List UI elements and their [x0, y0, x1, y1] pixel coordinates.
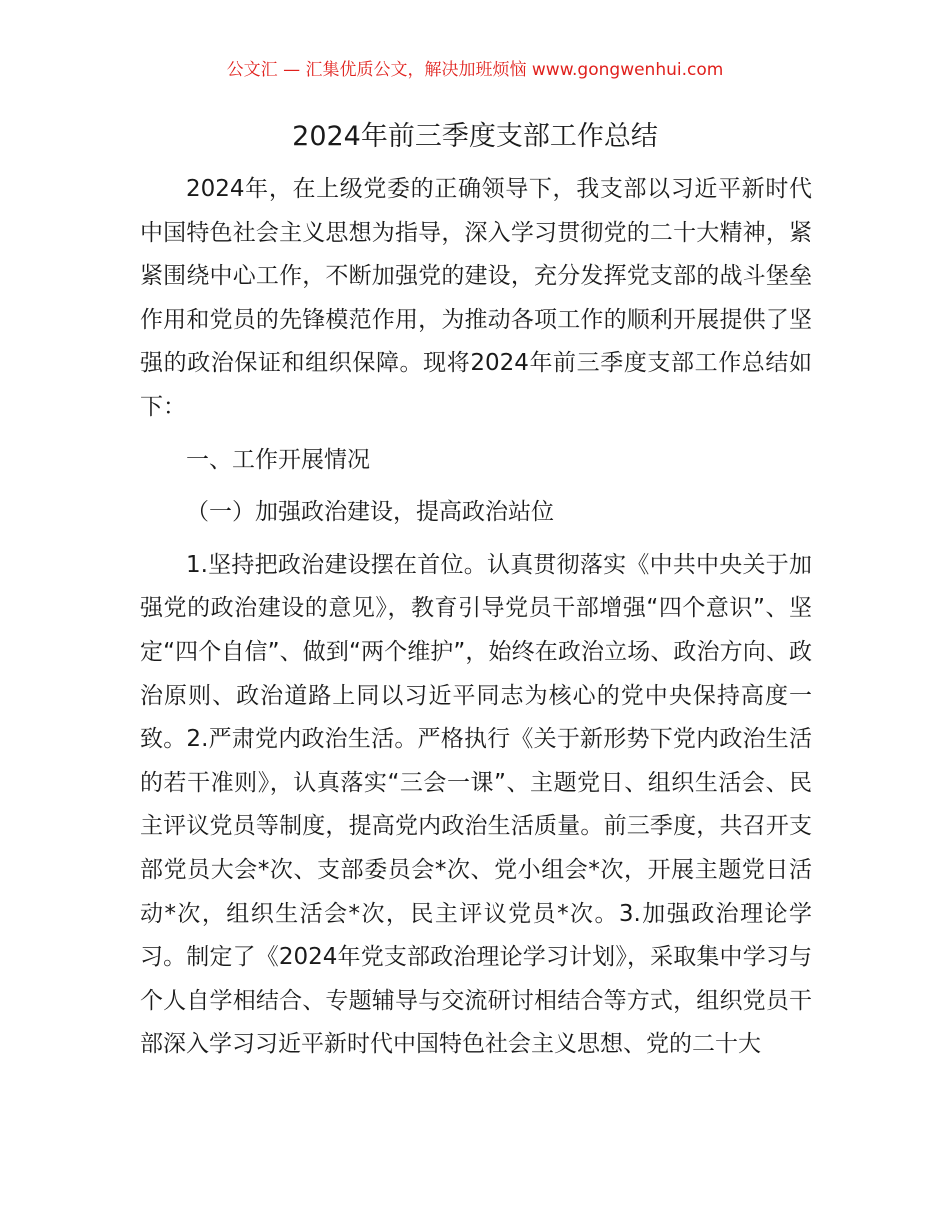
document-title: 2024年前三季度支部工作总结 — [292, 121, 658, 152]
intro-paragraph: 2024年，在上级党委的正确领导下，我支部以习近平新时代中国特色社会主义思想为指导，深入学习贯彻党的二十大精神，紧紧围绕中心工作，不断加强党的建设，充分发挥党支部的战斗堡垒作用和党员的先锋模范作用，为推动各项工作的顺利开展提供了坚强的政治保证和组织保障。现将2024年前三季度支部工作总结如下： — [140, 176, 812, 420]
document-body — [140, 168, 812, 1067]
subsection-heading-1: （一）加强政治建设，提高政治站位 — [186, 499, 554, 526]
section-heading-1: 一、工作开展情况 — [186, 446, 370, 473]
subsection-paragraph-1: 1.坚持把政治建设摆在首位。认真贯彻落实《中共中央关于加强党的政治建设的意见》，教育引导党员干部增强“四个意识”、坚定“四个自信”、做到“两个维护”，始终在政治立场、政治方向、政治原则、政治道路上同以习近平同志为核心的党中央保持高度一致。2.严肃党内政治生活。严格执行《关于新形势下党内政治生活的若干准则》，认真落实“三会一课”、主题党日、组织生活会、民主评议党员等制度，提高党内政治生活质量。前三季度，共召开支部党员大会*次、支部委员会*次、党小组会*次，开展主题党日活动*次，组织生活会*次，民主评议党员*次。3.加强政治理论学习。制定了《2024年党支部政治理论学习计划》，采取集中学习与个人自学相结合、专题辅导与交流研讨相结合等方式，组织党员干部深入学习习近平新时代中国特色社会主义思想、党的二十大 — [140, 551, 812, 1058]
watermark-header: 公文汇 — 汇集优质公文，解决加班烦恼 www.gongwenhui.com — [226, 60, 724, 80]
